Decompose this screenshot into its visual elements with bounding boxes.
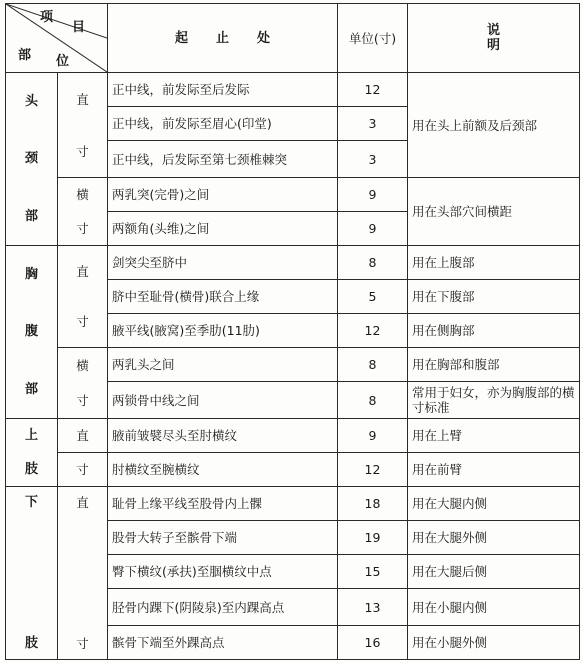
note-cell: 用在小腿内侧	[408, 589, 580, 626]
header-unit: 单位(寸)	[338, 4, 408, 73]
unit-cell: 8	[338, 246, 408, 280]
direction-cell: 直 寸	[58, 487, 108, 660]
table-row	[6, 453, 580, 487]
direction-cell: 直 寸	[58, 246, 108, 348]
table-row	[6, 348, 580, 382]
note-cell: 用在前臂	[408, 453, 580, 487]
note-cell: 用在大腿后侧	[408, 555, 580, 589]
note-cell: 用在胸部和腹部	[408, 348, 580, 382]
note-cell: 用在小腿外侧	[408, 626, 580, 660]
note-cell: 用在上腹部	[408, 246, 580, 280]
unit-cell: 13	[338, 589, 408, 626]
region-cell: 胸 腹 部	[6, 246, 58, 419]
range-cell: 正中线，后发际至第七颈椎棘突	[108, 141, 338, 178]
range-cell: 脐中至耻骨(横骨)联合上缘	[108, 280, 338, 314]
range-cell: 正中线，前发际至眉心(印堂)	[108, 107, 338, 141]
bone-proportion-table	[5, 3, 580, 660]
range-cell: 髌骨下端至外踝高点	[108, 626, 338, 660]
range-cell: 腋前皱襞尽头至肘横纹	[108, 419, 338, 453]
range-cell: 正中线，前发际至后发际	[108, 73, 338, 107]
unit-cell: 12	[338, 73, 408, 107]
header-item-label-2: 目	[72, 20, 86, 35]
header-region-label: 部	[18, 48, 32, 63]
header-diagonal-cell	[6, 4, 108, 73]
direction-cell: 直 寸	[58, 73, 108, 178]
table-row	[6, 419, 580, 453]
table-header-row	[6, 4, 580, 73]
range-cell: 臀下横纹(承扶)至腘横纹中点	[108, 555, 338, 589]
table-row	[6, 246, 580, 280]
range-cell: 两锁骨中线之间	[108, 382, 338, 419]
unit-cell: 9	[338, 419, 408, 453]
range-cell: 两乳头之间	[108, 348, 338, 382]
unit-cell: 9	[338, 212, 408, 246]
table-row	[6, 178, 580, 212]
range-cell: 股骨大转子至髌骨下端	[108, 521, 338, 555]
unit-cell: 19	[338, 521, 408, 555]
note-cell: 用在大腿外侧	[408, 521, 580, 555]
range-cell: 两额角(头维)之间	[108, 212, 338, 246]
range-cell: 胫骨内踝下(阴陵泉)至内踝高点	[108, 589, 338, 626]
range-cell: 两乳突(完骨)之间	[108, 178, 338, 212]
range-cell: 腋平线(腋窝)至季肋(11肋)	[108, 314, 338, 348]
note-cell: 用在头上前额及后颈部	[408, 73, 580, 178]
unit-cell: 3	[338, 141, 408, 178]
header-item-label: 项	[40, 10, 54, 25]
unit-cell: 5	[338, 280, 408, 314]
direction-cell: 横 寸	[58, 178, 108, 246]
note-cell: 用在侧胸部	[408, 314, 580, 348]
unit-cell: 8	[338, 382, 408, 419]
table-row	[6, 487, 580, 521]
range-cell: 耻骨上缘平线至股骨内上髁	[108, 487, 338, 521]
note-cell: 常用于妇女，亦为胸腹部的横寸标准	[408, 382, 580, 419]
region-cell: 头 颈 部	[6, 73, 58, 246]
header-note: 说明	[408, 4, 580, 73]
note-cell: 用在头部穴间横距	[408, 178, 580, 246]
region-cell: 上 肢	[6, 419, 58, 487]
direction-cell: 直	[58, 419, 108, 453]
unit-cell: 16	[338, 626, 408, 660]
unit-cell: 8	[338, 348, 408, 382]
unit-cell: 9	[338, 178, 408, 212]
note-cell: 用在下腹部	[408, 280, 580, 314]
unit-cell: 15	[338, 555, 408, 589]
header-region-label-2: 位	[56, 54, 70, 69]
table-row	[6, 73, 580, 107]
range-cell: 肘横纹至腕横纹	[108, 453, 338, 487]
region-cell: 下 肢	[6, 487, 58, 660]
unit-cell: 18	[338, 487, 408, 521]
header-range: 起止处	[108, 4, 338, 73]
unit-cell: 12	[338, 453, 408, 487]
direction-cell: 横 寸	[58, 348, 108, 419]
direction-cell: 寸	[58, 453, 108, 487]
unit-cell: 3	[338, 107, 408, 141]
note-cell: 用在上臂	[408, 419, 580, 453]
note-cell: 用在大腿内侧	[408, 487, 580, 521]
unit-cell: 12	[338, 314, 408, 348]
range-cell: 剑突尖至脐中	[108, 246, 338, 280]
